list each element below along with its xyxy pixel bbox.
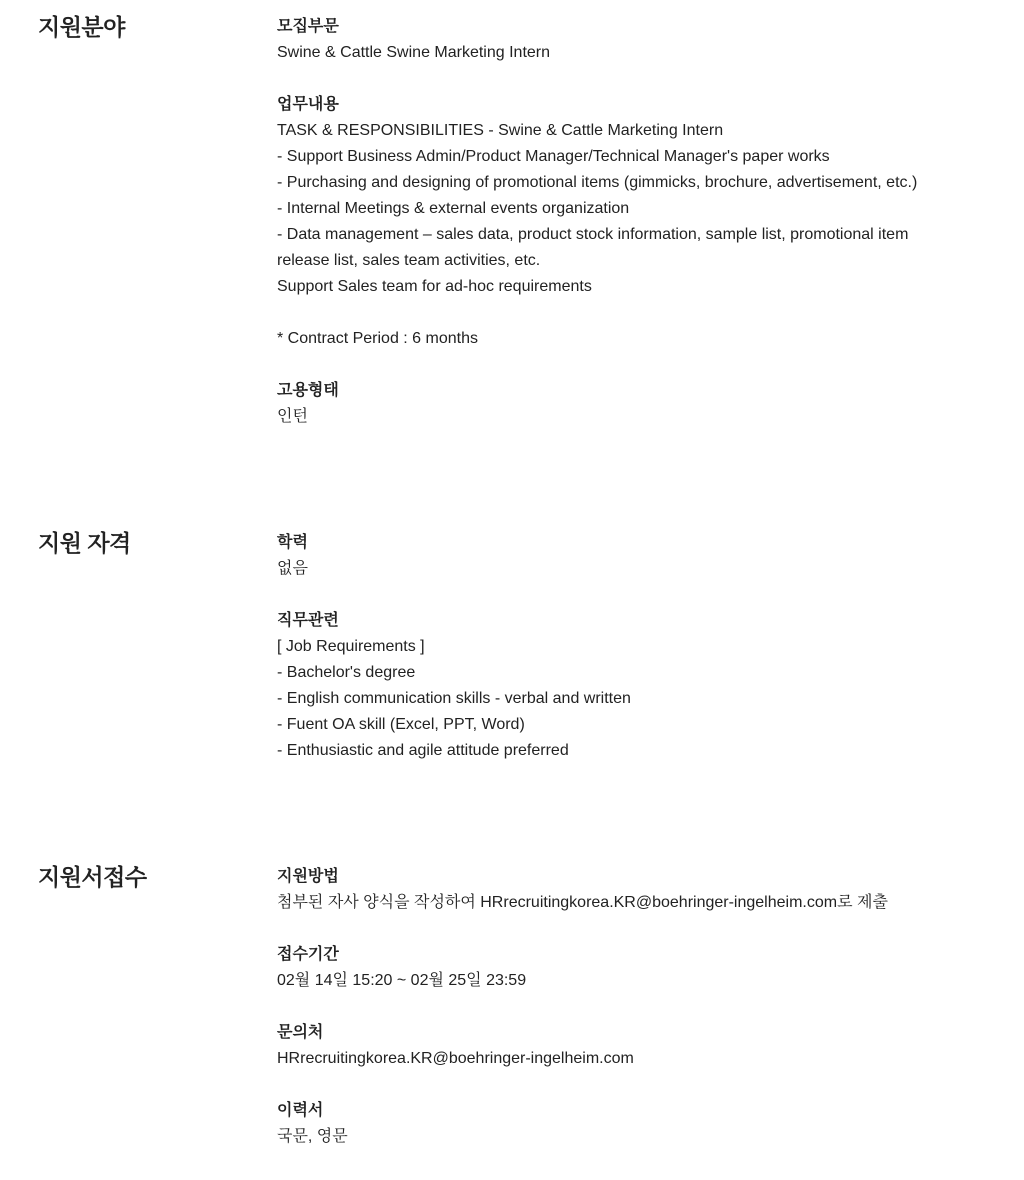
- text-line: 인턴: [277, 408, 308, 425]
- section-content: [277, 864, 937, 1150]
- block-label: 학력: [277, 534, 308, 551]
- block-contact: [277, 1020, 937, 1072]
- text-line: 첨부된 자사 양식을 작성하여 HRrecruitingkorea.KR@boehringer-ingelheim.com로 제출: [277, 894, 888, 911]
- block-application-period: [277, 942, 937, 994]
- text-line: - Purchasing and designing of promotional items (gimmicks, brochure, advertisement, etc.): [277, 174, 918, 191]
- block-label: 업무내용: [277, 96, 339, 113]
- block-label: 모집부문: [277, 18, 339, 35]
- text-line: Swine & Cattle Swine Marketing Intern: [277, 44, 551, 61]
- block-education: [277, 530, 937, 582]
- block-employment-type: [277, 378, 937, 430]
- text-line: TASK & RESPONSIBILITIES - Swine & Cattle Marketing Intern: [277, 122, 724, 139]
- text-line: - Fuent OA skill (Excel, PPT, Word): [277, 716, 525, 733]
- text-line: * Contract Period : 6 months: [277, 330, 478, 347]
- section-heading: 지원분야: [38, 14, 125, 40]
- block-label: 이력서: [277, 1102, 324, 1119]
- block-job-requirements: [277, 608, 937, 764]
- block-label: 문의처: [277, 1024, 324, 1041]
- section-heading: 지원서접수: [38, 864, 147, 890]
- block-recruit-part: [277, 14, 937, 66]
- block-contract-period: [277, 326, 937, 352]
- section-heading: 지원 자격: [38, 530, 131, 556]
- text-line: 없음: [277, 560, 308, 577]
- text-line: - Support Business Admin/Product Manager/Technical Manager's paper works: [277, 148, 830, 165]
- text-line: - Data management – sales data, product stock information, sample list, promotional item release list, sales team activities, etc.: [277, 226, 909, 269]
- section-application-submission: [38, 864, 1024, 1150]
- text-line: - Internal Meetings & external events organization: [277, 200, 630, 217]
- block-label: 직무관련: [277, 612, 339, 629]
- block-apply-method: [277, 864, 937, 916]
- section-apply-field: [38, 14, 1024, 430]
- block-job-description: [277, 92, 937, 300]
- text-line: - Enthusiastic and agile attitude preferred: [277, 742, 569, 759]
- block-label: 지원방법: [277, 868, 339, 885]
- text-line: HRrecruitingkorea.KR@boehringer-ingelheim.com: [277, 1050, 634, 1067]
- block-resume: [277, 1098, 937, 1150]
- section-content: [277, 14, 937, 430]
- text-line: 국문, 영문: [277, 1128, 348, 1145]
- text-line: [ Job Requirements ]: [277, 638, 425, 655]
- section-qualifications: [38, 530, 1024, 764]
- text-line: - Bachelor's degree: [277, 664, 416, 681]
- section-content: [277, 530, 937, 764]
- text-line: - English communication skills - verbal and written: [277, 690, 631, 707]
- text-line: Support Sales team for ad-hoc requirements: [277, 278, 592, 295]
- block-label: 접수기간: [277, 946, 339, 963]
- block-label: 고용형태: [277, 382, 339, 399]
- text-line: 02월 14일 15:20 ~ 02월 25일 23:59: [277, 972, 527, 989]
